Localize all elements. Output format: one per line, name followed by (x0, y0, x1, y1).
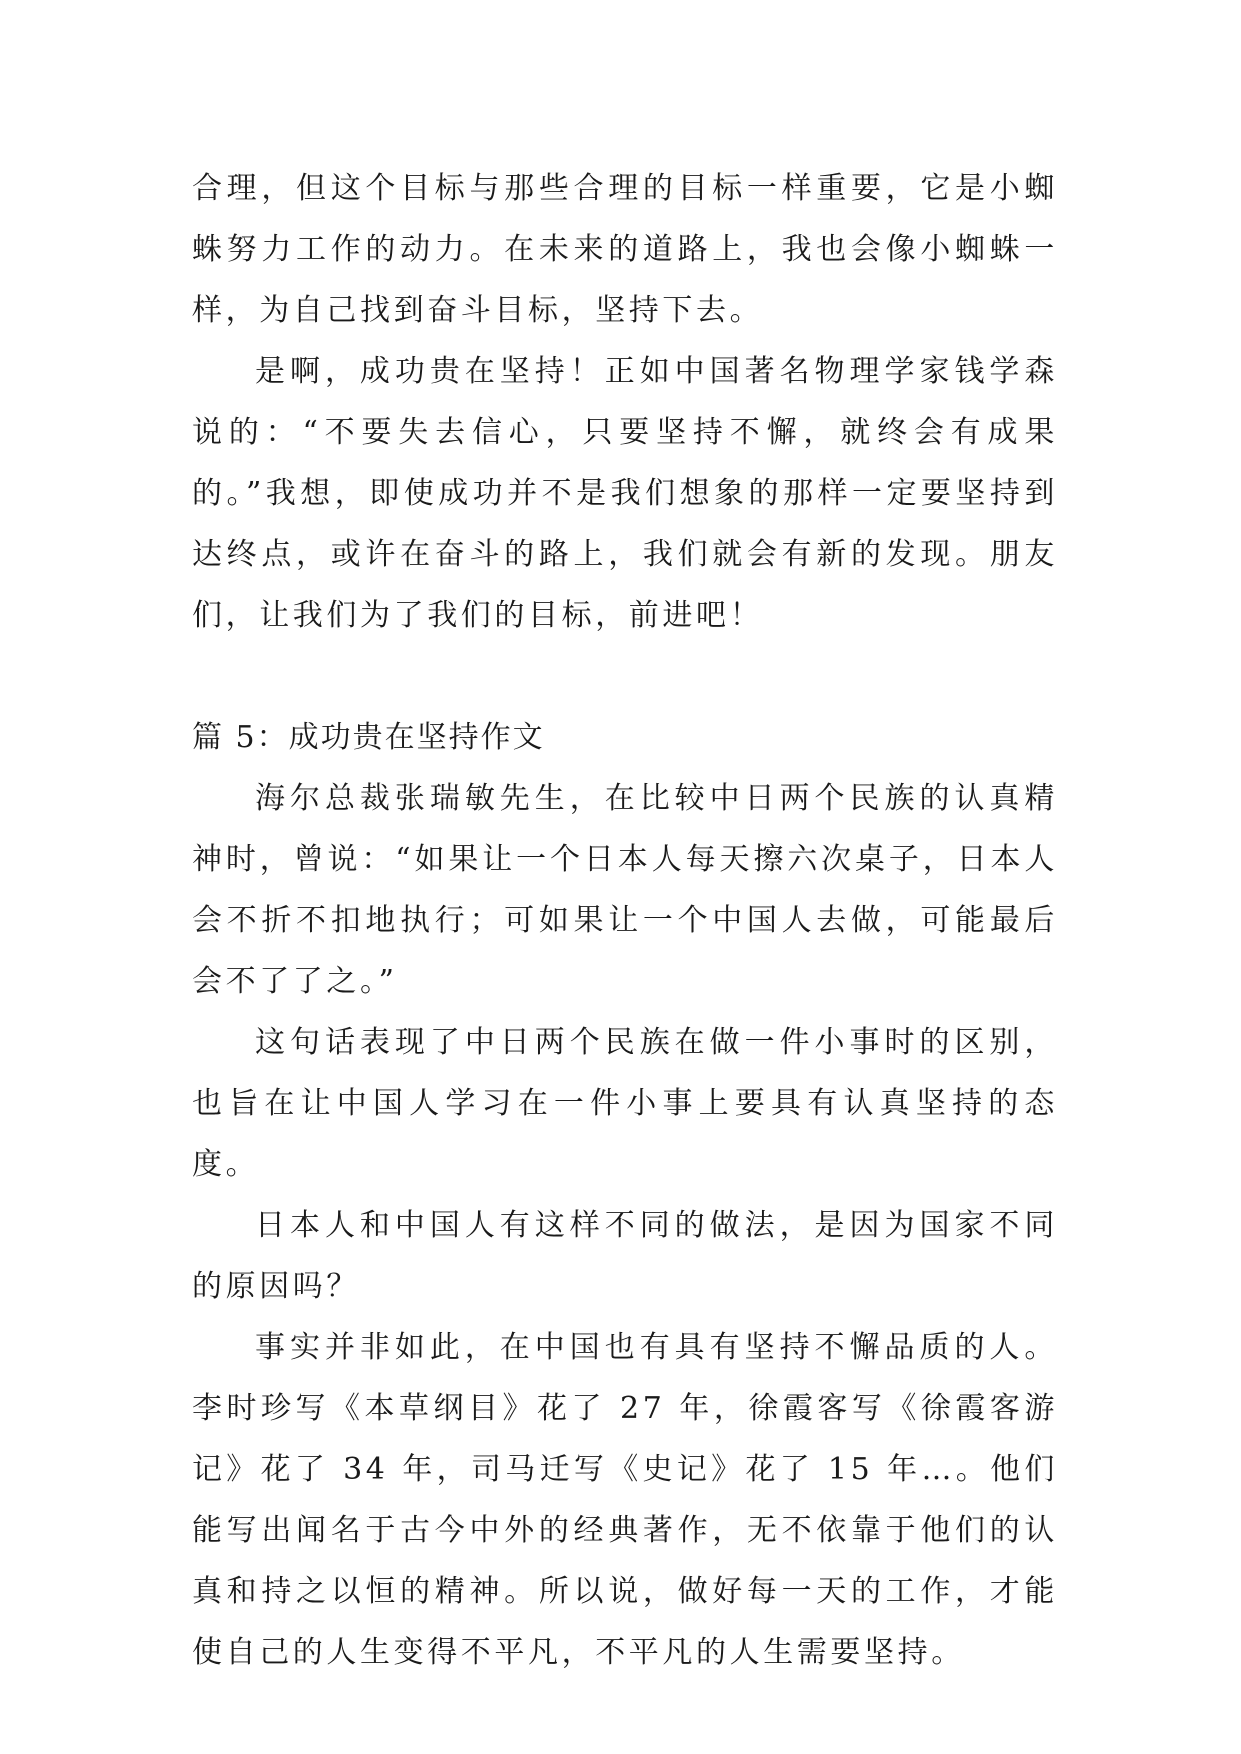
section-paragraph-4: 事实并非如此，在中国也有具有坚持不懈品质的人。李时珍写《本草纲目》花了 27 年，徐霞客写《徐霞客游记》花了 34 年，司马迁写《史记》花了 15 年…。他们能写出闻名于古今中外的经典著作，无不依靠于他们的认真和持之以恒的精神。所以说，做好每一天的工作，才能使自己的人生变得不平凡，不平凡的人生需要坚持。 (192, 1330, 1058, 1670)
continuation-paragraph: 合理，但这个目标与那些合理的目标一样重要，它是小蜘蛛努力工作的动力。在未来的道路上，我也会像小蜘蛛一样，为自己找到奋斗目标，坚持下去。 (192, 171, 1058, 328)
section-paragraph-3: 日本人和中国人有这样不同的做法，是因为国家不同的原因吗？ (192, 1208, 1058, 1304)
section-paragraph-1: 海尔总裁张瑞敏先生，在比较中日两个民族的认真精神时，曾说：“如果让一个日本人每天擦六次桌子，日本人会不折不扣地执行；可如果让一个中国人去做，可能最后会不了了之。” (192, 781, 1058, 999)
section-heading: 篇 5：成功贵在坚持作文 (192, 720, 545, 755)
paragraph-success-persistence: 是啊，成功贵在坚持！正如中国著名物理学家钱学森说的：“不要失去信心，只要坚持不懈，就终会有成果的。”我想，即使成功并不是我们想象的那样一定要坚持到达终点，或许在奋斗的路上，我们就会有新的发现。朋友们，让我们为了我们的目标，前进吧！ (192, 354, 1058, 633)
section-paragraph-2: 这句话表现了中日两个民族在做一件小事时的区别，也旨在让中国人学习在一件小事上要具有认真坚持的态度。 (192, 1025, 1058, 1182)
document-page (192, 158, 1058, 1683)
